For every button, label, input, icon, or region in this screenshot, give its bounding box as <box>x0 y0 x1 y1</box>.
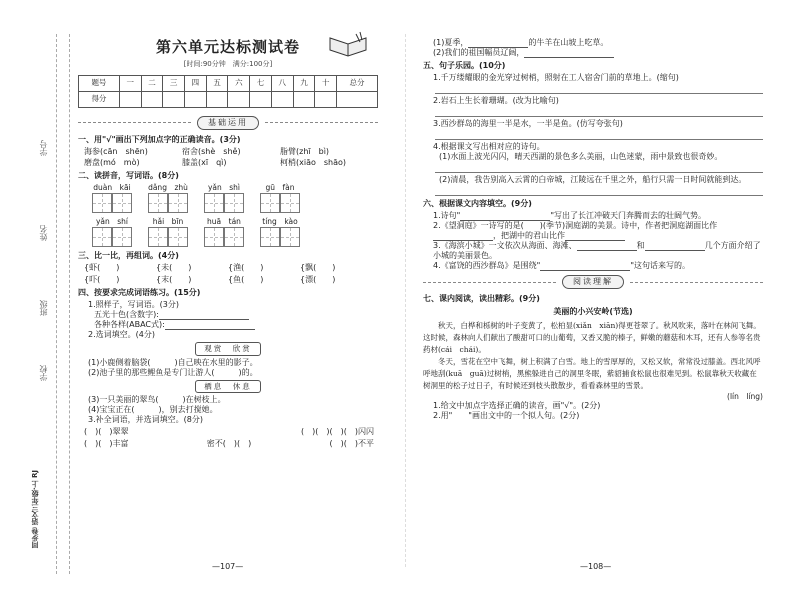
r1-line: (1)夏季， 的牛羊在山坡上吃草。 <box>433 38 609 47</box>
left-page <box>78 38 378 449</box>
q1-row-1 <box>84 147 378 157</box>
right-page <box>423 38 763 421</box>
q4-sentence[interactable]: (4)宝宝正在( )，别去打搅她。 <box>88 405 218 414</box>
score-cell[interactable] <box>250 91 272 107</box>
q5-poem-prompt-1: (1)水面上波光闪闪，晴天西湖的景色多么美丽，山色迷蒙，雨中景致也很奇妙。 <box>439 152 723 161</box>
compare-item[interactable]: {末( ) <box>156 275 192 285</box>
score-header-cell: 题号 <box>79 75 120 91</box>
answer-blank[interactable] <box>165 322 255 330</box>
binding-label-name: 姓名 <box>39 225 48 241</box>
compare-item[interactable]: {飘( ) <box>300 263 336 273</box>
answer-line[interactable] <box>435 186 763 196</box>
section-banner-reading: 阅读理解 <box>423 275 763 289</box>
score-cell[interactable] <box>293 91 315 107</box>
score-cell: 得分 <box>79 91 120 107</box>
score-header-cell: 十 <box>315 75 337 91</box>
writing-box[interactable] <box>260 193 280 213</box>
answer-blank[interactable] <box>577 243 637 251</box>
writing-box[interactable] <box>148 193 168 213</box>
fill-item[interactable]: ( )( )不平 <box>329 439 374 448</box>
answer-blank[interactable] <box>645 243 705 251</box>
answer-blank[interactable] <box>460 213 550 221</box>
score-header-cell: 七 <box>250 75 272 91</box>
q3-row-2 <box>84 275 378 285</box>
answer-line[interactable] <box>435 163 763 173</box>
pinyin-label: yǎn shí <box>95 216 129 226</box>
score-header-cell: 三 <box>163 75 185 91</box>
q4-sub1b-line: 各种各样(ABAC式): <box>94 320 378 330</box>
score-cell[interactable] <box>337 91 378 107</box>
answer-blank[interactable] <box>159 312 249 320</box>
q1-item[interactable]: 宿舍(shè shě) <box>182 146 241 156</box>
pinyin-label: tíng kào <box>262 216 298 226</box>
q4-sub1: 1.照样子，写词语。(3分) <box>88 300 179 310</box>
page-divider <box>405 34 406 567</box>
q2-grid-row-2 <box>84 227 378 247</box>
pinyin-label: gū fàn <box>265 182 295 192</box>
binding-margin <box>56 34 70 574</box>
fill-item[interactable]: 密不( )( ) <box>206 439 252 448</box>
writing-box[interactable] <box>204 227 224 247</box>
compare-item[interactable]: {未( ) <box>156 263 192 273</box>
writing-box[interactable] <box>280 193 300 213</box>
q6-item-2: 2.《望洞庭》一诗写的是( )(季节)洞庭湖的美景。诗中，作者把洞庭湖面比作，把湖中的君山比作 <box>433 221 718 240</box>
score-header-cell: 二 <box>141 75 163 91</box>
q1-item[interactable]: 脂臂(zhī bì) <box>280 146 330 156</box>
passage-paragraph-1: 秋天，白桦和栎树的叶子变黄了，松柏显(xiǎn xiān)得更苍翠了。秋风吹来，落叶在林间飞舞。这时候，森林向人们献出了酸甜可口的山葡萄，又香又脆的榛子，鲜嫩的蘑菇和木耳，还有人参等名贵药材(cái chái)。 <box>423 321 761 354</box>
writing-box[interactable] <box>92 227 112 247</box>
fill-item[interactable]: ( )( )丰富 <box>84 439 129 448</box>
score-table-score-row <box>79 91 378 107</box>
q2-pinyin-row-2 <box>84 217 378 226</box>
score-header-cell: 一 <box>119 75 141 91</box>
q1-item[interactable]: 海参(cān shēn) <box>84 146 148 156</box>
answer-line[interactable] <box>435 130 763 140</box>
q1-item[interactable]: 柯梢(xiāo shāo) <box>280 157 347 167</box>
open-book-icon <box>326 30 370 62</box>
page-number-left: —107— <box>212 562 244 571</box>
compare-item[interactable]: {鱼( ) <box>228 275 264 285</box>
q4-sub1a-line: 五光十色(含数字): <box>94 310 378 320</box>
answer-line[interactable] <box>435 107 763 117</box>
header <box>78 38 378 69</box>
pinyin-label: yǎn shì <box>207 182 241 192</box>
score-header-cell: 五 <box>206 75 228 91</box>
q1-item[interactable]: 磨盘(mó mò) <box>84 157 140 167</box>
answer-line[interactable] <box>435 84 763 94</box>
question-6-heading: 六、根据课文内容填空。(9分) <box>423 199 532 208</box>
compare-item[interactable]: {虾( ) <box>84 263 120 273</box>
pinyin-label: dǎng zhù <box>148 182 188 192</box>
score-header-cell: 九 <box>293 75 315 91</box>
r2-line: (2)我们的祖国幅员辽阔， <box>433 48 763 58</box>
q5-poem-prompt-2: (2)清晨，我告别高入云霄的白帝城，江陵远在千里之外，船行只需一日时间就能到达。 <box>439 175 747 184</box>
score-cell[interactable] <box>206 91 228 107</box>
score-cell[interactable] <box>315 91 337 107</box>
question-5-heading: 五、句子乐园。(10分) <box>423 61 506 70</box>
writing-box[interactable] <box>112 193 132 213</box>
score-cell[interactable] <box>185 91 207 107</box>
question-7-heading: 七、课内阅读，读出精彩。(9分) <box>423 294 540 303</box>
q6-item-4: 4.《富饶的西沙群岛》是围绕" "这句话来写的。 <box>433 261 690 270</box>
score-header-cell: 八 <box>271 75 293 91</box>
score-table <box>78 75 378 108</box>
writing-box[interactable] <box>204 193 224 213</box>
writing-box[interactable] <box>260 227 280 247</box>
score-header-cell: 六 <box>228 75 250 91</box>
pinyin-option[interactable]: (lín líng) <box>727 392 763 401</box>
question-2-heading: 二、读拼音，写词语。(8分) <box>78 170 179 180</box>
q4-fill-row-2 <box>84 439 374 449</box>
answer-blank[interactable] <box>468 40 528 48</box>
brand-label: 同步卷 语文三年级·上 RJ <box>31 470 39 549</box>
compare-item[interactable]: {吓( ) <box>84 275 120 285</box>
q4-sentence[interactable]: (3)一只美丽的翠鸟( )在树枝上。 <box>88 395 226 404</box>
score-header-cell: 总分 <box>337 75 378 91</box>
q5-sentence-4: 4.根据课文写出相对应的诗句。 <box>433 142 545 151</box>
q4-sentence[interactable]: (1)小鹿侧着脑袋( )自己映在水里的影子。 <box>88 357 258 367</box>
score-cell[interactable] <box>163 91 185 107</box>
page-number-right: —108— <box>580 562 612 571</box>
answer-blank[interactable] <box>565 233 625 241</box>
q5-sentence-1: 1.千万缕耀眼的金光穿过树梢，照射在工人宿舍门前的草地上。(缩句) <box>433 73 679 82</box>
q2-grid-row-1 <box>84 193 378 213</box>
q5-sentence-2: 2.岩石上生长着珊瑚。(改为比喻句) <box>433 96 559 105</box>
answer-blank[interactable] <box>540 263 630 271</box>
score-cell[interactable] <box>228 91 250 107</box>
answer-blank[interactable] <box>524 50 614 58</box>
binding-label-student-no: 学号 <box>39 140 48 156</box>
writing-box[interactable] <box>168 193 188 213</box>
q7-sub2: 2.用" "画出文中的一个拟人句。(2分) <box>433 411 580 421</box>
pinyin-label: duàn kāi <box>93 182 131 192</box>
compare-item[interactable]: {渔( ) <box>228 263 264 273</box>
fill-item[interactable]: ( )( )翠翠 <box>84 427 129 436</box>
writing-box[interactable] <box>112 227 132 247</box>
score-header-cell: 四 <box>185 75 207 91</box>
q1-item[interactable]: 膝盖(xī qì) <box>182 157 227 167</box>
question-4-heading: 四、按要求完成词语练习。(15分) <box>78 288 201 298</box>
compare-item[interactable]: {漂( ) <box>300 275 336 285</box>
word-choice-box-1: 观赏 欣赏 <box>78 342 378 355</box>
q6-item-1: 1.诗句" "写出了长江冲破天门奔腾而去的壮阔气势。 <box>433 211 706 220</box>
q2-pinyin-row-1 <box>84 183 378 192</box>
passage-title: 美丽的小兴安岭(节选) <box>553 307 633 316</box>
exam-meta: [时间:90分钟 满分:100分] <box>183 59 273 68</box>
q4-sub2: 2.选词填空。(4分) <box>88 330 155 340</box>
section-banner-basics: 基础运用 <box>78 116 378 130</box>
q3-row-1 <box>84 263 378 273</box>
q4-sentence[interactable]: (2)池子里的那些鲤鱼是专门让游人( )的。 <box>88 367 258 377</box>
score-table-header-row <box>79 75 378 91</box>
page-title: 第六单元达标测试卷 <box>155 38 300 56</box>
question-1-heading: 一、用"√"画出下列加点字的正确读音。(3分) <box>78 134 241 144</box>
pinyin-label: huā tán <box>207 216 241 226</box>
writing-box[interactable] <box>280 227 300 247</box>
writing-box[interactable] <box>148 227 168 247</box>
q5-sentence-3: 3.西沙群岛的海里一半是水，一半是鱼。(仿写夸张句) <box>433 119 623 128</box>
q7-sub1: 1.给文中加点字选择正确的读音，画"√"。(2分) <box>433 401 601 411</box>
binding-label-class: 班级 <box>39 300 48 316</box>
q1-row-2 <box>84 158 378 168</box>
passage-paragraph-2: 冬天，雪花在空中飞舞，树上积满了白雪。地上的雪厚厚的，又松又软，常常没过膝盖。西北风呼呼地刮(kuā guā)过树梢，黑熊躲进自己的洞里冬眠，紫貂捕食松鼠也很难见到。松鼠靠秋天收藏在树洞里的松子过日子，有时候还到枝头散散步，看看森林里的雪景。 <box>423 357 761 390</box>
score-cell[interactable] <box>141 91 163 107</box>
pinyin-label: hǎi bīn <box>152 216 184 226</box>
score-cell[interactable] <box>119 91 141 107</box>
q4-sub3: 3.补全词语，并选词填空。(8分) <box>88 415 203 424</box>
score-cell[interactable] <box>271 91 293 107</box>
question-3-heading: 三、比一比，再组词。(4分) <box>78 251 179 261</box>
q4-fill-row-1 <box>84 427 374 437</box>
binding-label-school: 学校 <box>39 365 48 381</box>
writing-box[interactable] <box>168 227 188 247</box>
word-choice-box-2: 栖息 休息 <box>78 380 378 393</box>
writing-box[interactable] <box>224 227 244 247</box>
answer-blank[interactable] <box>433 233 493 241</box>
writing-box[interactable] <box>92 193 112 213</box>
writing-box[interactable] <box>224 193 244 213</box>
q6-item-3: 3.《海滨小城》一文依次从海面、海滩、 和 几个方面介绍了小城的美丽景色。 <box>433 241 761 260</box>
fill-item[interactable]: ( )( )( )( )闪闪 <box>301 427 374 436</box>
